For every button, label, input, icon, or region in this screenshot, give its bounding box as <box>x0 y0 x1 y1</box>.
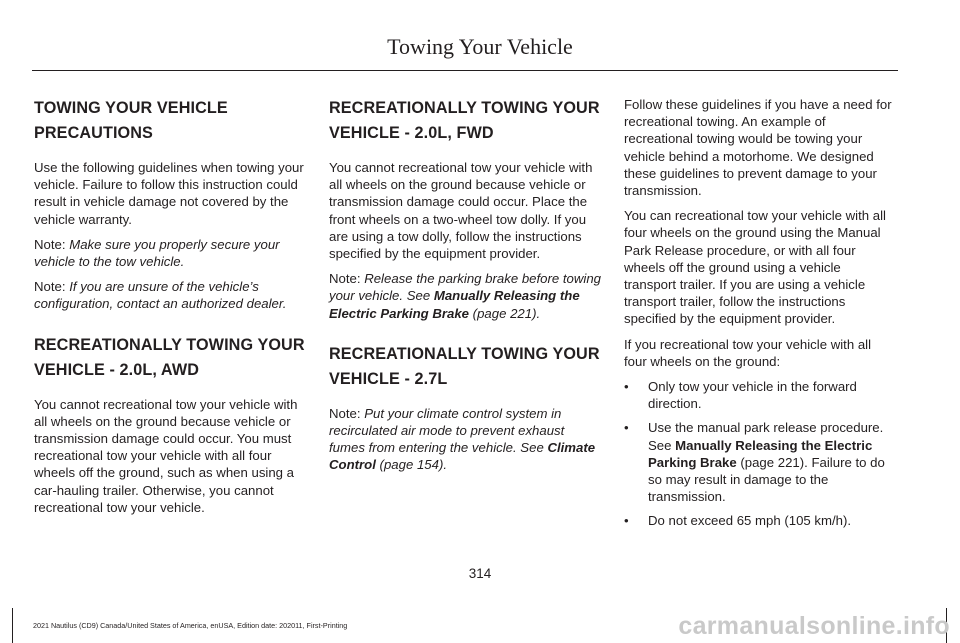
list-item <box>624 378 896 412</box>
page-reference: (page 221). <box>469 305 541 321</box>
heading-line: RECREATIONALLY TOWING YOUR <box>34 335 305 354</box>
note-label: Note: <box>34 279 66 295</box>
paragraph: You can recreational tow your vehicle with all four wheels on the ground using the Manual Park Release procedure, or with all four wheels off the ground using a vehicle transport trailer. If you are using a vehicle transport trailer, follow the instructions specified by the equipment provider. <box>624 208 886 327</box>
list-item-text: Do not exceed 65 mph (105 km/h). <box>648 513 852 529</box>
edition-footer: 2021 Nautilus (CD9) Canada/United States of America, enUSA, Edition date: 202011, First-Printing <box>33 621 348 630</box>
note-body: Release the parking brake before towing your vehicle. See <box>329 271 601 304</box>
heading-line: RECREATIONALLY TOWING YOUR <box>329 99 600 117</box>
cross-reference-link[interactable]: Manually Releasing the Electric Parking Brake <box>648 437 873 470</box>
note-body: Make sure you properly secure your vehicle to the tow vehicle. <box>34 236 280 270</box>
list-item-text: Only tow your vehicle in the forward direction. <box>648 379 857 412</box>
note-body: Put your climate control system in recirculated air mode to prevent exhaust fumes from entering the vehicle. See <box>329 405 565 456</box>
page-number: 314 <box>468 566 492 581</box>
heading-line: VEHICLE - 2.7L <box>329 369 448 388</box>
heading-line: TOWING YOUR VEHICLE <box>34 99 228 117</box>
column-2 <box>329 96 601 482</box>
page-header-title: Towing Your Vehicle <box>387 34 573 59</box>
paragraph: Follow these guidelines if you have a need for recreational towing. An example of recreational towing would be towing your vehicle behind a motorhome. We designed these guidelines to prevent damage to your transmission. <box>624 97 892 199</box>
section-heading-awd <box>34 333 306 383</box>
footer-left-rule <box>12 608 13 643</box>
cross-reference-link[interactable]: Manually Releasing the Electric Parking Brake <box>329 288 580 321</box>
header-divider <box>32 70 898 71</box>
paragraph: Use the following guidelines when towing your vehicle. Failure to follow this instruction could result in vehicle damage not covered by the vehicle warranty. <box>34 160 304 227</box>
cross-reference-link[interactable]: Climate Control <box>329 440 596 473</box>
page-reference: (page 154). <box>375 457 448 473</box>
list-item <box>624 512 896 529</box>
note-body: If you are unsure of the vehicle’s configuration, contact an authorized dealer. <box>34 279 287 312</box>
heading-line: PRECAUTIONS <box>34 124 153 142</box>
note <box>329 405 601 474</box>
list-item-text: Use the manual park release procedure. See <box>648 420 884 453</box>
note <box>34 278 306 312</box>
paragraph: You cannot recreational tow your vehicle with all wheels on the ground because vehicle or transmission damage could occur. You must recreational tow your vehicle with all four wheels off the ground, such as when using a car-hauling trailer. Otherwise, you cannot recreational tow your vehicle. <box>34 396 298 515</box>
list-item-text: (page 221). Failure to do so may result in damage to the transmission. <box>648 454 885 505</box>
column-1 <box>34 96 306 524</box>
note <box>34 236 306 270</box>
column-3 <box>624 96 896 537</box>
note-label: Note: <box>34 236 66 252</box>
list-item <box>624 419 896 505</box>
watermark: carmanualsonline.info <box>678 612 950 640</box>
bullet-icon: • <box>624 379 629 395</box>
section-heading-precautions <box>34 96 306 146</box>
paragraph: If you recreational tow your vehicle with all four wheels on the ground: <box>624 336 872 369</box>
note-label: Note: <box>329 405 361 421</box>
heading-line: VEHICLE - 2.0L, FWD <box>329 124 494 142</box>
note <box>329 270 601 322</box>
section-heading-fwd <box>329 96 601 146</box>
section-heading-27l <box>329 342 601 392</box>
note-label: Note: <box>329 271 361 287</box>
bullet-list <box>624 378 896 530</box>
bullet-icon: • <box>624 420 629 436</box>
paragraph: You cannot recreational tow your vehicle with all wheels on the ground because vehicle or transmission damage could occur. Place the front wheels on a two-wheel tow dolly. If you are using a tow dolly, follow the instructions specified by the equipment provider. <box>329 160 593 262</box>
heading-line: VEHICLE - 2.0L, AWD <box>34 360 199 379</box>
heading-line: RECREATIONALLY TOWING YOUR <box>329 344 600 363</box>
bullet-icon: • <box>624 513 629 529</box>
